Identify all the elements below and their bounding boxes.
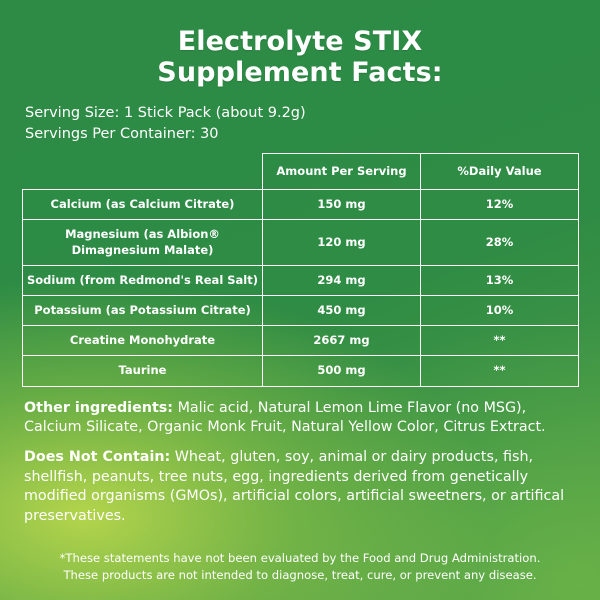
nutrient-daily-value: 13% [421, 265, 579, 295]
nutrient-amount: 2667 mg [263, 326, 421, 356]
nutrient-amount: 500 mg [263, 356, 421, 386]
header-nutrient [23, 154, 263, 190]
nutrient-name: Sodium (from Redmond's Real Salt) [23, 265, 263, 295]
table-header-row [23, 154, 579, 190]
table-row [23, 356, 579, 386]
nutrient-amount: 120 mg [263, 220, 421, 265]
nutrient-name: Calcium (as Calcium Citrate) [23, 190, 263, 220]
servings-per-container: Servings Per Container: 30 [25, 126, 219, 143]
does-not-contain [22, 448, 578, 526]
fda-disclaimer-line-2: These products are not intended to diagnose, treat, cure, or prevent any disease. [63, 568, 537, 583]
does-not-contain-text: Wheat, gluten, soy, animal or dairy products, fish, shellfish, peanuts, tree nuts, egg, ingredients derived from genetically modified organisms (GMOs), artificial colors, artificial sweetners, or artifical preservatives. [24, 449, 565, 524]
nutrient-daily-value: 28% [421, 220, 579, 265]
header-amount-per-serving: Amount Per Serving [263, 154, 421, 190]
nutrient-amount: 150 mg [263, 190, 421, 220]
nutrient-daily-value: ** [421, 326, 579, 356]
other-ingredients [22, 399, 578, 438]
nutrient-name: Potassium (as Potassium Citrate) [23, 295, 263, 325]
title-line-2: Supplement Facts: [157, 57, 443, 89]
table-row [23, 295, 579, 325]
nutrient-name: Taurine [23, 356, 263, 386]
fda-disclaimer-line-1: *These statements have not been evaluated by the Food and Drug Administration. [59, 551, 541, 566]
fda-disclaimer [0, 550, 600, 584]
serving-size: Serving Size: 1 Stick Pack (about 9.2g) [25, 104, 306, 121]
nutrient-daily-value: 12% [421, 190, 579, 220]
supplement-facts-table [22, 153, 579, 386]
nutrient-daily-value: ** [421, 356, 579, 386]
does-not-contain-label: Does Not Contain: [24, 449, 171, 466]
serving-info [22, 103, 578, 147]
nutrient-name: Creatine Monohydrate [23, 326, 263, 356]
table-row [23, 220, 579, 265]
nutrient-name: Magnesium (as Albion® Dimagnesium Malate) [23, 220, 263, 265]
header-daily-value: %Daily Value [421, 154, 579, 190]
other-ingredients-text: Malic acid, Natural Lemon Lime Flavor (no MSG), Calcium Silicate, Organic Monk Fruit, Natural Yellow Color, Citrus Extract. [24, 399, 546, 435]
nutrient-amount: 294 mg [263, 265, 421, 295]
table-row [23, 265, 579, 295]
nutrient-amount: 450 mg [263, 295, 421, 325]
other-ingredients-label: Other ingredients: [24, 399, 174, 416]
title-line-1: Electrolyte STIX [177, 26, 423, 57]
table-row [23, 190, 579, 220]
page-title [22, 0, 578, 89]
nutrient-daily-value: 10% [421, 295, 579, 325]
table-row [23, 326, 579, 356]
